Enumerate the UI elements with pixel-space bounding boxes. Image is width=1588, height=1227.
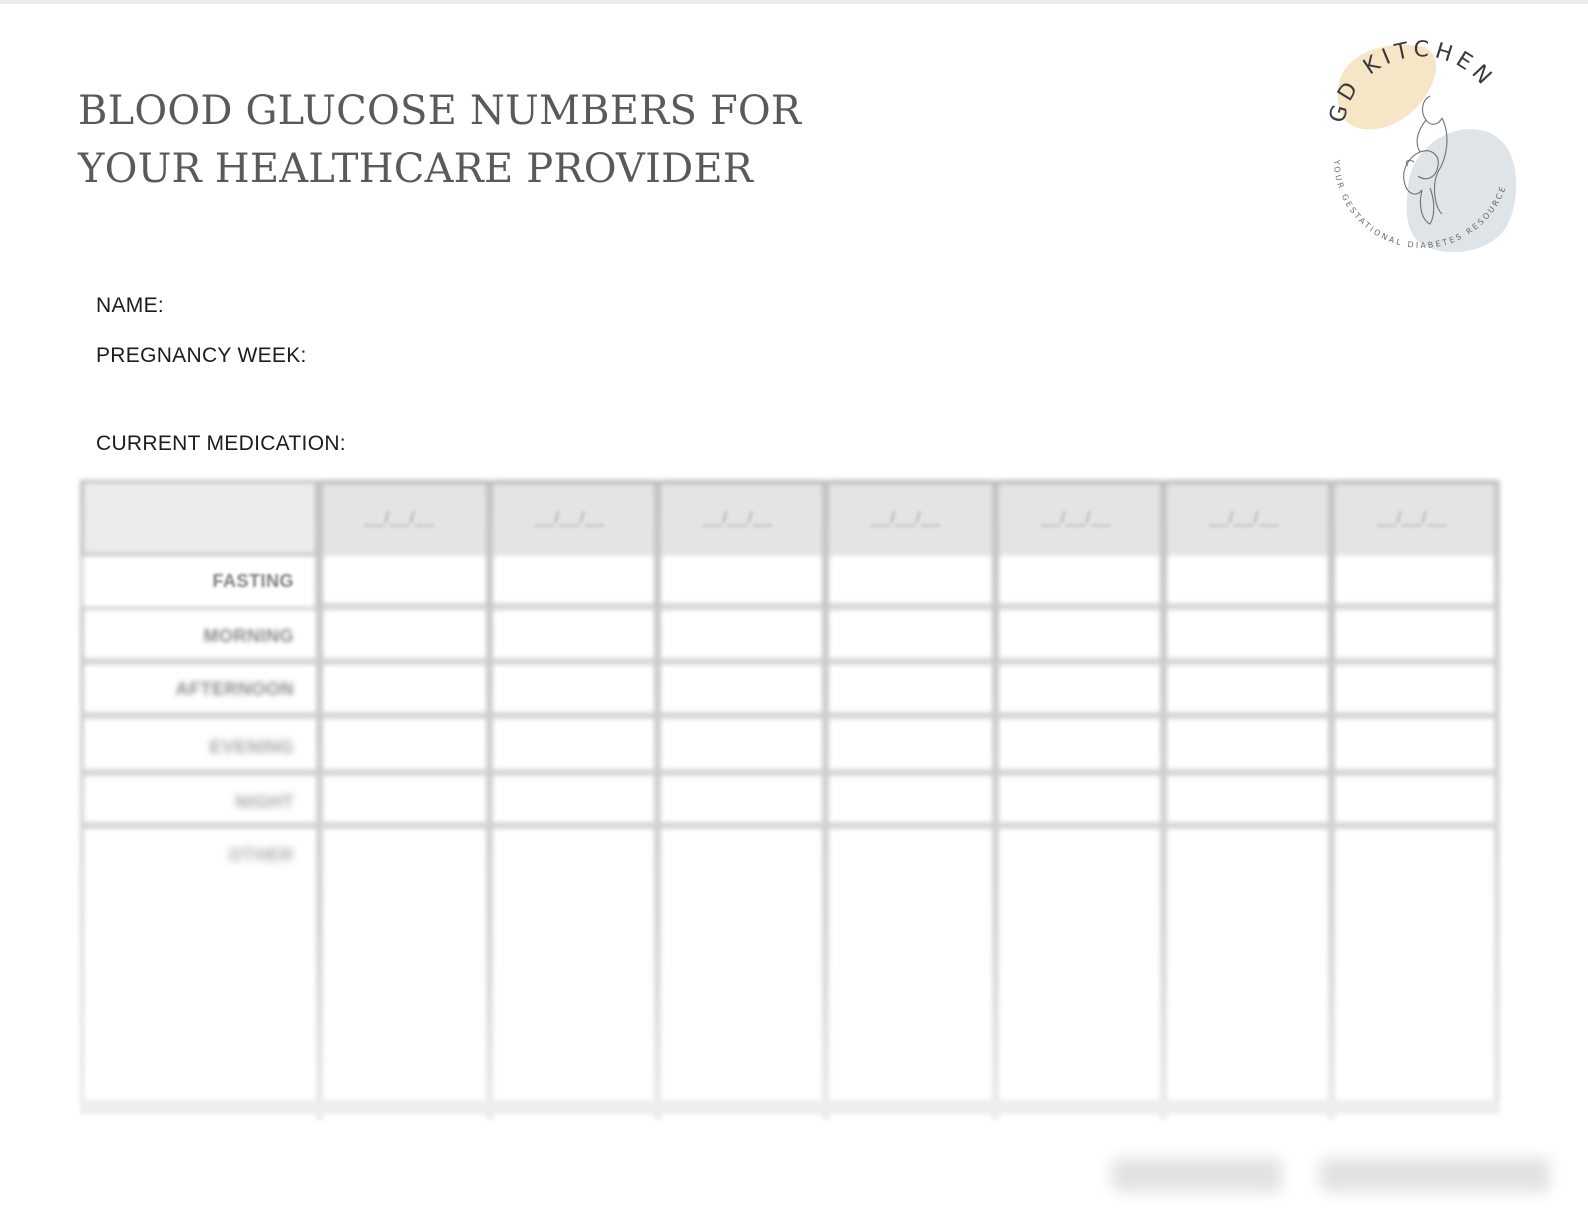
column-divider [654,480,661,1120]
title-line-2: YOUR HEALTHCARE PROVIDER [78,146,754,192]
date-header: __/__/__ [1376,510,1448,527]
row-label-fasting: FASTING [212,571,294,591]
page-top-edge [0,0,1588,4]
gd-kitchen-logo [1318,38,1523,260]
logo-brand-text: GD KITCHEN [1324,38,1500,126]
table-border-right [1494,480,1500,1110]
logo-tagline-text: YOUR GESTATIONAL DIABETES RESOURCE [1331,159,1509,251]
row-label-morning: MORNING [203,626,294,646]
date-header: __/__/__ [870,510,942,527]
column-divider [1328,480,1335,1120]
row-label-afternoon: AFTERNOON [175,679,294,699]
date-header: __/__/__ [1208,510,1280,527]
pregnancy-week-label: PREGNANCY WEEK: [96,344,307,367]
table-corner-cell [80,480,318,556]
row-divider [80,769,1500,776]
glucose-table [80,480,1500,1130]
row-label-night: NIGHT [235,792,294,812]
page-title [78,82,801,198]
date-header: __/__/__ [534,510,606,527]
current-medication-label: CURRENT MEDICATION: [96,432,346,455]
name-label: NAME: [96,294,165,317]
row-label-evening: EVENING [209,737,294,757]
title-line-1: BLOOD GLUCOSE NUMBERS FOR [78,88,802,134]
blurred-footer-text [1112,1158,1282,1192]
column-divider [822,480,829,1120]
table-border-bottom [80,1100,1500,1114]
date-header: __/__/__ [702,510,774,527]
date-header: __/__/__ [364,510,436,527]
row-label-other: OTHER [228,845,294,865]
row-divider [80,712,1500,719]
column-divider [1160,480,1167,1120]
column-divider [486,480,493,1120]
row-divider [80,658,1500,665]
row-divider [80,822,1500,829]
column-divider [992,480,999,1120]
blurred-footer-text [1320,1158,1550,1192]
date-header: __/__/__ [1040,510,1112,527]
